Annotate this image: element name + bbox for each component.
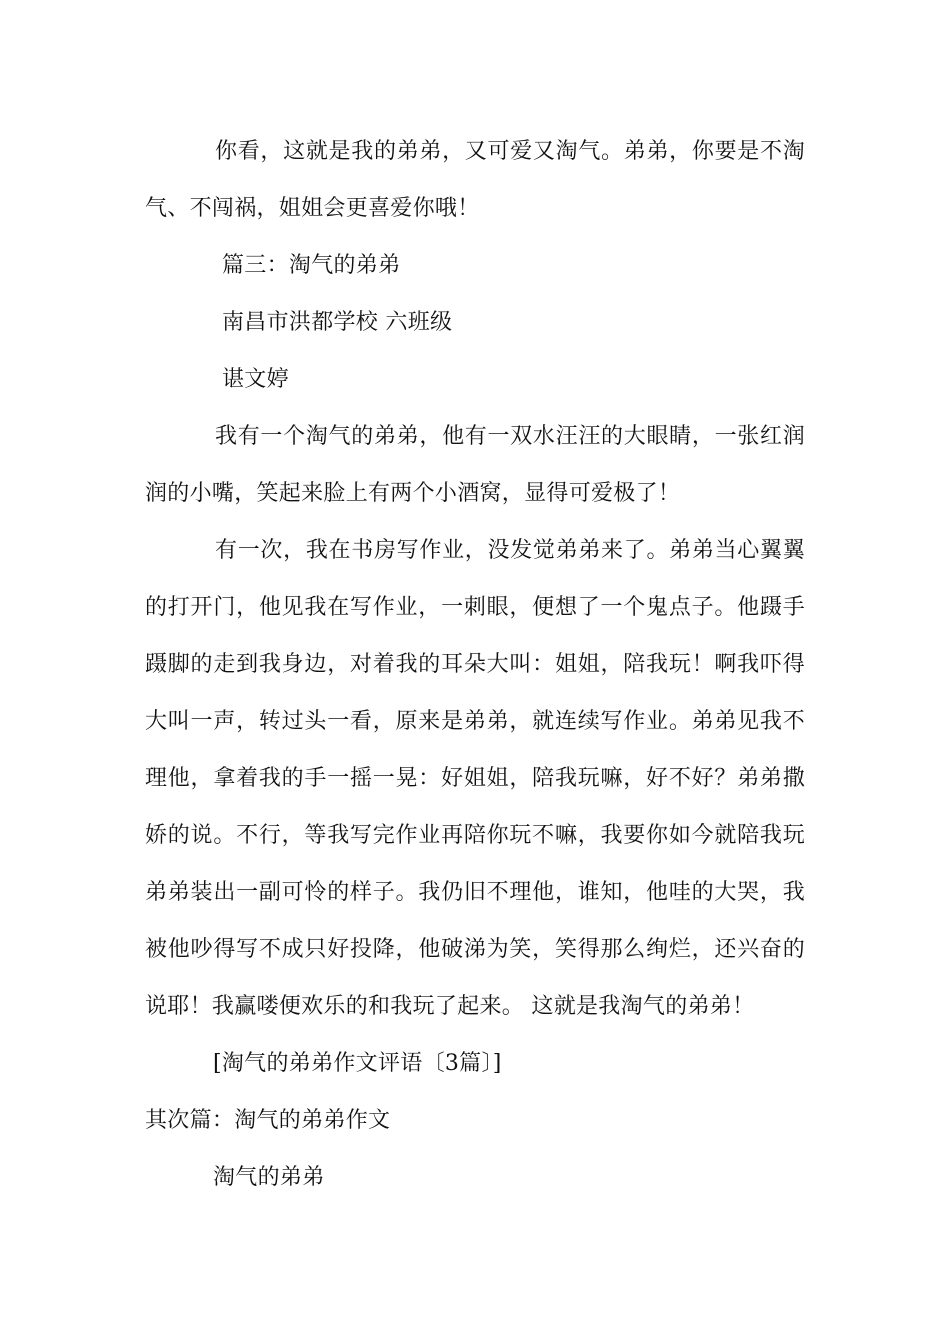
essay-title: 淘气的弟弟 [213, 1165, 325, 1190]
paragraph-line-1: 你看，这就是我的弟弟，又可爱又淘气。弟弟，你要是不淘 [215, 139, 805, 164]
paragraph-line-9: 理他，拿着我的手一摇一晃：好姐姐，陪我玩嘛，好不好？弟弟撒 [145, 766, 805, 791]
author-name: 谌文婷 [222, 367, 289, 392]
paragraph-line-7: 蹑脚的走到我身边，对着我的耳朵大叫：姐姐，陪我玩！啊我吓得 [145, 652, 805, 677]
paragraph-line-13: 说耶！我赢喽便欢乐的和我玩了起来。 这就是我淘气的弟弟！ [145, 994, 755, 1019]
section-title: 篇三：淘气的弟弟 [222, 253, 401, 278]
paragraph-line-12: 被他吵得写不成只好投降，他破涕为笑，笑得那么绚烂，还兴奋的 [145, 937, 805, 962]
author-school: 南昌市洪都学校 六班级 [222, 310, 453, 335]
bracket-title: [淘气的弟弟作文评语〔3篇〕] [213, 1051, 502, 1076]
paragraph-line-11: 弟弟装出一副可怜的样子。我仍旧不理他，谁知，他哇的大哭，我 [145, 880, 805, 905]
paragraph-line-4: 润的小嘴，笑起来脸上有两个小酒窝，显得可爱极了！ [145, 481, 681, 506]
chapter-heading: 其次篇：淘气的弟弟作文 [145, 1108, 391, 1133]
paragraph-line-2: 气、不闯祸，姐姐会更喜爱你哦！ [145, 196, 480, 221]
paragraph-line-8: 大叫一声，转过头一看，原来是弟弟，就连续写作业。弟弟见我不 [145, 709, 805, 734]
paragraph-line-10: 娇的说。不行，等我写完作业再陪你玩不嘛，我要你如今就陪我玩 [145, 823, 805, 848]
paragraph-line-6: 的打开门，他见我在写作业，一刺眼，便想了一个鬼点子。他蹑手 [145, 595, 805, 620]
paragraph-line-5: 有一次，我在书房写作业，没发觉弟弟来了。弟弟当心翼翼 [215, 538, 805, 563]
paragraph-line-3: 我有一个淘气的弟弟，他有一双水汪汪的大眼睛，一张红润 [215, 424, 805, 449]
